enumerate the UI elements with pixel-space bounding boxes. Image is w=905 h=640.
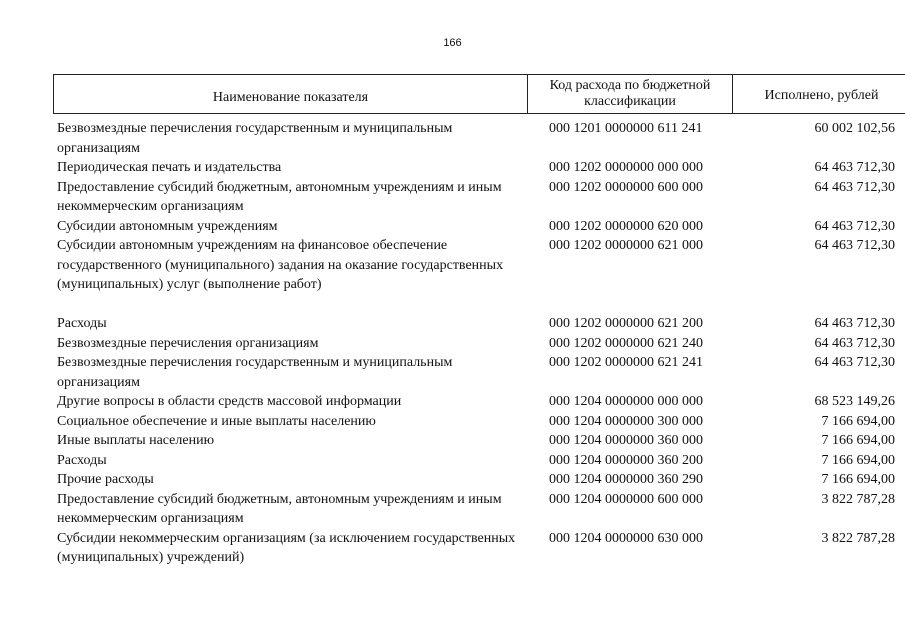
cell-code: 000 1204 0000000 630 000 (549, 530, 703, 546)
cell-name: Социальное обеспечение и иные выплаты населению (57, 413, 376, 429)
cell-code: 000 1204 0000000 360 200 (549, 452, 703, 468)
cell-amount: 7 166 694,00 (821, 472, 895, 487)
table-row (0, 412, 905, 432)
cell-name: Безвозмездные перечисления организациям (57, 335, 319, 351)
cell-amount: 3 822 787,28 (821, 491, 895, 507)
table-row (0, 529, 905, 568)
cell-code: 000 1202 0000000 621 241 (549, 355, 703, 370)
cell-name: Периодическая печать и издательства (57, 160, 282, 175)
header-executed: Исполнено, рублей (764, 88, 879, 103)
table-row (0, 158, 905, 178)
cell-amount: 64 463 712,30 (814, 335, 895, 351)
table-row (0, 236, 905, 314)
cell-amount: 64 463 712,30 (814, 160, 895, 175)
cell-name: Иные выплаты населению (57, 433, 215, 448)
cell-code: 000 1202 0000000 621 200 (549, 316, 703, 331)
cell-name: Безвозмездные перечисления государственным и муниципальным организациям (57, 355, 453, 390)
cell-name: Субсидии автономным учреждениям на финансовое обеспечение государственного (муниципального) задания на оказание государственных (муниципальных) услуг (выполнение работ) (57, 238, 504, 292)
table-row (0, 178, 905, 217)
cell-amount: 64 463 712,30 (814, 179, 895, 195)
cell-amount: 64 463 712,30 (814, 355, 895, 370)
cell-amount: 7 166 694,00 (821, 452, 895, 468)
cell-code: 000 1202 0000000 600 000 (549, 179, 703, 195)
table-row (0, 217, 905, 237)
cell-code: 000 1204 0000000 360 000 (549, 433, 703, 448)
cell-name: Другие вопросы в области средств массовой информации (57, 394, 402, 409)
cell-code: 000 1204 0000000 000 000 (549, 394, 703, 409)
table-row (0, 353, 905, 392)
page-number: 166 (443, 37, 462, 49)
cell-code: 000 1202 0000000 621 000 (549, 238, 703, 253)
cell-name: Субсидии автономным учреждениям (57, 218, 278, 234)
cell-code: 000 1202 0000000 000 000 (549, 160, 703, 175)
cell-name: Субсидии некоммерческим организациям (за исключением государственных (муниципальных) учреждений) (57, 530, 516, 565)
table-header (53, 74, 905, 114)
header-name: Наименование показателя (54, 75, 528, 113)
table-row (0, 470, 905, 490)
table-row (0, 392, 905, 412)
cell-code: 000 1201 0000000 611 241 (549, 121, 703, 136)
cell-code: 000 1202 0000000 621 240 (549, 335, 703, 351)
cell-name: Прочие расходы (57, 472, 154, 487)
cell-amount: 60 002 102,56 (814, 121, 895, 136)
cell-amount: 68 523 149,26 (814, 394, 895, 409)
table-row (0, 490, 905, 529)
cell-name: Расходы (57, 316, 107, 331)
cell-amount: 3 822 787,28 (821, 530, 895, 546)
cell-code: 000 1204 0000000 360 290 (549, 472, 703, 487)
cell-code: 000 1204 0000000 300 000 (549, 413, 703, 429)
cell-name: Расходы (57, 452, 107, 468)
cell-code: 000 1202 0000000 620 000 (549, 218, 703, 234)
cell-amount: 7 166 694,00 (821, 413, 895, 429)
cell-amount: 64 463 712,30 (814, 238, 895, 253)
cell-code: 000 1204 0000000 600 000 (549, 491, 703, 507)
table-row (0, 451, 905, 471)
cell-amount: 64 463 712,30 (814, 218, 895, 234)
cell-amount: 7 166 694,00 (821, 433, 895, 448)
table-row (0, 431, 905, 451)
cell-name: Предоставление субсидий бюджетным, автономным учреждениям и иным некоммерческим организациям (57, 179, 502, 214)
header-code: Код расхода по бюджетной классификации (528, 75, 733, 113)
table-row (0, 119, 905, 158)
cell-name: Предоставление субсидий бюджетным, автономным учреждениям и иным некоммерческим организациям (57, 491, 502, 526)
table-row (0, 314, 905, 334)
table-row (0, 334, 905, 354)
table-body (0, 119, 905, 568)
cell-amount: 64 463 712,30 (814, 316, 895, 331)
cell-name: Безвозмездные перечисления государственным и муниципальным организациям (57, 121, 453, 156)
